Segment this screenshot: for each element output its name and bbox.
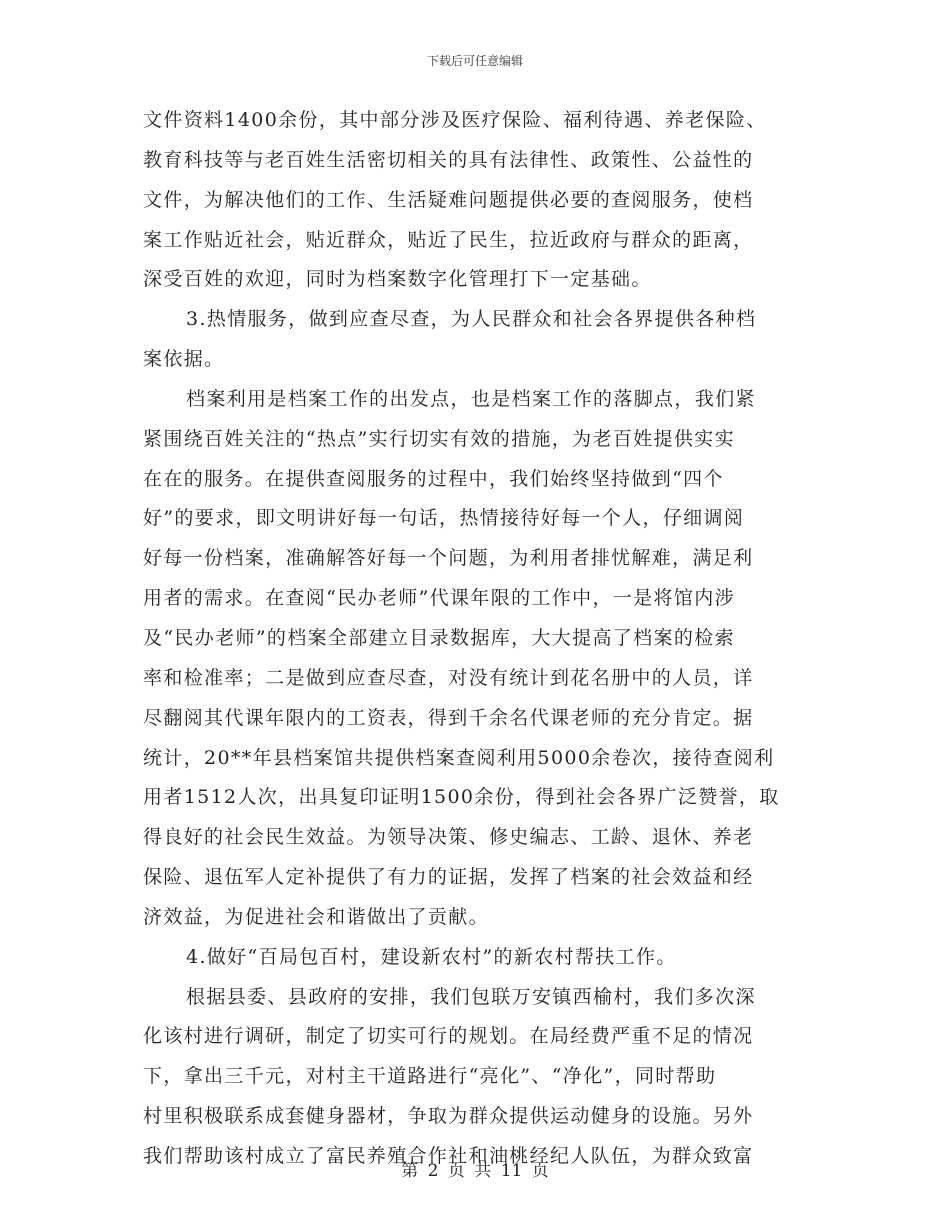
text-line: 3.热情服务，做到应查尽查，为人民群众和社会各界提供各种档 — [186, 308, 757, 331]
text-line: 率和检准率；二是做到应查尽查，对没有统计到花名册中的人员，详 — [143, 666, 754, 689]
text-line: 济效益，为促进社会和谐做出了贡献。 — [143, 905, 489, 928]
text-line: 及“民办老师”的档案全部建立目录数据库，大大提高了档案的检索 — [143, 626, 735, 649]
text-line: 深受百姓的欢迎，同时为档案数字化管理打下一定基础。 — [143, 268, 652, 291]
text-line: 好每一份档案，准确解答好每一个问题，为利用者排忧解难，满足利 — [143, 547, 754, 570]
text-line: 紧围绕百姓关注的“热点”实行切实有效的措施，为老百姓提供实实 — [143, 427, 735, 450]
text-line: 在在的服务。在提供查阅服务的过程中，我们始终坚持做到“四个 — [143, 467, 724, 490]
text-line: 下，拿出三千元，对村主干道路进行“亮化”、“净化”，同时帮助 — [143, 1065, 717, 1088]
text-line: 得良好的社会民生效益。为领导决策、修史编志、工龄、退休、养老 — [143, 826, 754, 849]
text-line: 案依据。 — [143, 348, 225, 371]
document-body — [143, 110, 811, 1186]
text-line: 我们帮助该村成立了富民养殖合作社和油桃经纪人队伍，为群众致富 — [143, 1144, 754, 1167]
text-line: 用者1512人次，出具复印证明1500余份，得到社会各界广泛赞誉，取 — [143, 786, 780, 809]
text-line: 化该村进行调研，制定了切实可行的规划。在局经费严重不足的情况 — [143, 1025, 754, 1048]
text-line: 好”的要求，即文明讲好每一句话，热情接待好每一个人，仔细调阅 — [143, 507, 745, 530]
text-line: 教育科技等与老百姓生活密切相关的具有法律性、政策性、公益性的 — [143, 148, 754, 171]
text-line: 文件资料1400余份，其中部分涉及医疗保险、福利待遇、养老保险、 — [143, 109, 767, 131]
text-line: 保险、退伍军人定补提供了有力的证据，发挥了档案的社会效益和经 — [143, 866, 754, 889]
text-line: 用者的需求。在查阅“民办老师”代课年限的工作中，一是将馆内涉 — [143, 587, 735, 610]
text-line: 根据县委、县政府的安排，我们包联万安镇西榆村，我们多次深 — [186, 985, 756, 1008]
text-line: 档案利用是档案工作的出发点，也是档案工作的落脚点，我们紧 — [186, 387, 756, 410]
text-line: 尽翻阅其代课年限内的工资表，得到千余名代课老师的充分肯定。据 — [143, 706, 754, 729]
page-number-footer: 第 2 页 共 11 页 — [401, 1161, 549, 1181]
text-line: 统计，20**年县档案馆共提供档案查阅利用5000余卷次，接待查阅利 — [143, 746, 775, 769]
text-line: 4.做好“百局包百村，建设新农村”的新农村帮扶工作。 — [186, 945, 677, 968]
page-header-note: 下载后可任意编辑 — [426, 54, 523, 68]
text-line: 村里积极联系成套健身器材，争取为群众提供运动健身的设施。另外 — [143, 1105, 754, 1128]
text-line: 案工作贴近社会，贴近群众，贴近了民生，拉近政府与群众的距离， — [143, 228, 754, 251]
text-line: 文件，为解决他们的工作、生活疑难问题提供必要的查阅服务，使档 — [143, 188, 754, 211]
